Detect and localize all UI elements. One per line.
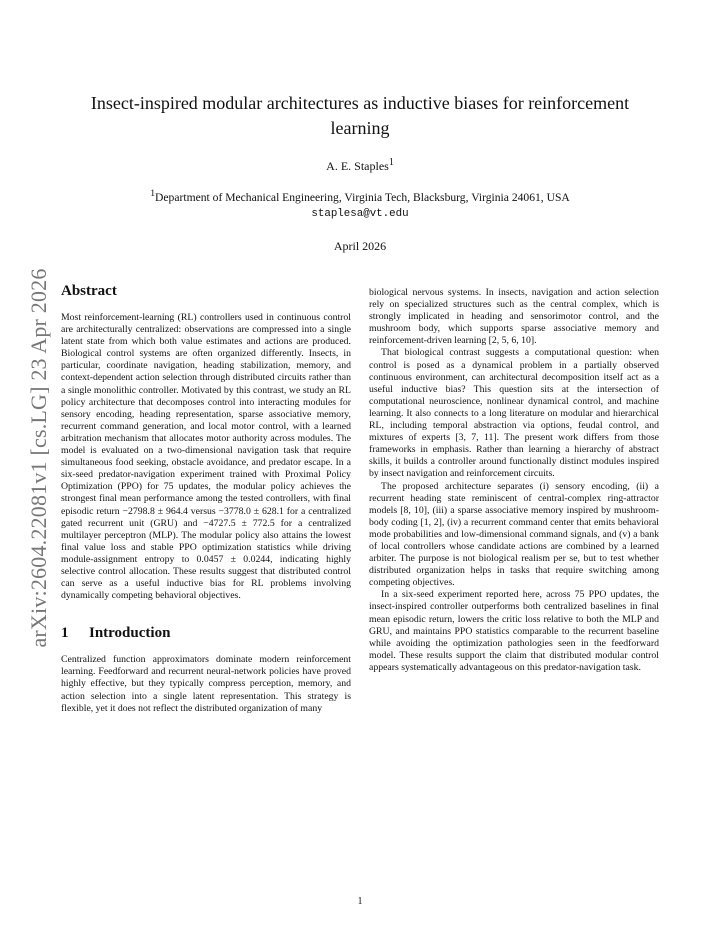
abstract-heading: Abstract — [61, 283, 117, 299]
intro-paragraph: The proposed architecture separates (i) sensory encoding, (ii) a recurrent heading state reminiscent of central-complex ring-attractor models [8, 10], (iii) a sparse associative memory inspired by mushroom-body coding [1, 2], (iv) a recurrent command center that emits behavioral mode probabilities and low-dimensional command signals, and (v) a bank of local controllers whose candidate actions are combined by a learned arbiter. The purpose is not biological realism per se, but to test whether distributed organization helps in tasks that require switching among competing objectives. — [369, 480, 659, 589]
paper-date: April 2026 — [333, 239, 387, 253]
section-title: Introduction — [89, 625, 171, 642]
intro-paragraph: Centralized function approximators dominate modern reinforcement learning. Feedforward and recurrent neural-network policies have proved highly effective, but they typically compress perception, memory, and action selection into a single latent representation. This strategy is flexible, yet it does not reflect the distributed organization of many — [61, 654, 351, 714]
author-email[interactable]: staplesa@vt.edu — [311, 207, 409, 220]
author-name: A. E. Staples — [326, 159, 389, 173]
author-affil-mark: 1 — [388, 157, 394, 168]
right-column — [369, 287, 659, 674]
affil-mark: 1 — [150, 188, 156, 199]
affiliation-line — [60, 186, 660, 206]
arxiv-stamp-text: arXiv:2604.22081v1 [cs.LG] 23 Apr 2026 — [26, 268, 51, 648]
abstract-text: Most reinforcement-learning (RL) controllers used in continuous control are architecturally centralized: observations are compressed into a single latent state from which both value estimates and actions are produced. Biological control systems are often organized differently. Insects, in particular, coordinate navigation, heading stabilization, memory, and context-dependent action selection through distributed circuits rather than a single monolithic controller. Motivated by this contrast, we study an RL policy architecture that decomposes control into interacting modules for sensory encoding, heading representation, sparse associative memory, recurrent command generation, and local motor control, with a learned arbitration mechanism that allocates motor authority across modules. The model is evaluated on a two-dimensional navigation task that require simultaneous food seeking, obstacle avoidance, and predator escape. In a six-seed predator-navigation experiment trained with Proximal Policy Optimization (PPO) for 75 updates, the modular policy achieves the strongest final mean performance among the tested controllers, with final episodic return −2798.8 ± 964.4 versus −3778.0 ± 628.1 for a centralized gated recurrent unit (GRU) and −4727.5 ± 772.5 for a centralized multilayer perceptron (MLP). The modular policy also attains the lowest final value loss and stable PPO optimization statistics while driving module-assignment entropy to 0.0457 ± 0.0244, indicating highly selective control allocation. These results suggest that distributed control can serve as a useful inductive bias for RL problems involving dynamically competing behavioral objectives. — [61, 312, 351, 602]
affiliation-text: Department of Mechanical Engineering, Virginia Tech, Blacksburg, Virginia 24061, USA — [155, 190, 570, 204]
intro-paragraph: In a six-seed experiment reported here, across 75 PPO updates, the insect-inspired controller outperforms both centralized baselines in final mean episodic return, lowers the critic loss relative to both the MLP and GRU, and maintains PPO statistics comparable to the recurrent baseline while avoiding the optimization pathologies seen in the feedforward model. These results support the claim that distributed modular control appears systematically advantageous on this predator-navigation task. — [369, 589, 659, 673]
left-column — [61, 282, 351, 715]
author-line — [60, 157, 660, 174]
section-heading-introduction — [61, 624, 351, 642]
paper-title: Insect-inspired modular architectures as inductive biases for reinforcement learning — [90, 93, 630, 138]
affiliation-block — [60, 186, 660, 222]
intro-paragraph: That biological contrast suggests a computational question: when control is posed as a dynamical problem in a partially observed continuous environment, can architectural decomposition itself act as a useful inductive bias? This question sits at the intersection of computational neuroscience, nonlinear dynamical control, and machine learning. It also connects to a long literature on modular and hierarchical RL, including temporal abstraction via options, feudal control, and mixtures of experts [3, 7, 11]. The present work differs from those frameworks in emphasis. Rather than learning a hierarchy of abstract skills, it builds a controller around functionally distinct modules inspired by insect navigation and reinforcement circuits. — [369, 347, 659, 480]
page-number: 1 — [357, 896, 363, 907]
intro-paragraph: biological nervous systems. In insects, navigation and action selection rely on specialized structures such as the central complex, which is strongly implicated in heading and sensorimotor control, and the mushroom body, which supports sparse associative memory and reinforcement-driven learning [2, 5, 6, 10]. — [369, 287, 659, 347]
section-number: 1 — [61, 625, 69, 642]
